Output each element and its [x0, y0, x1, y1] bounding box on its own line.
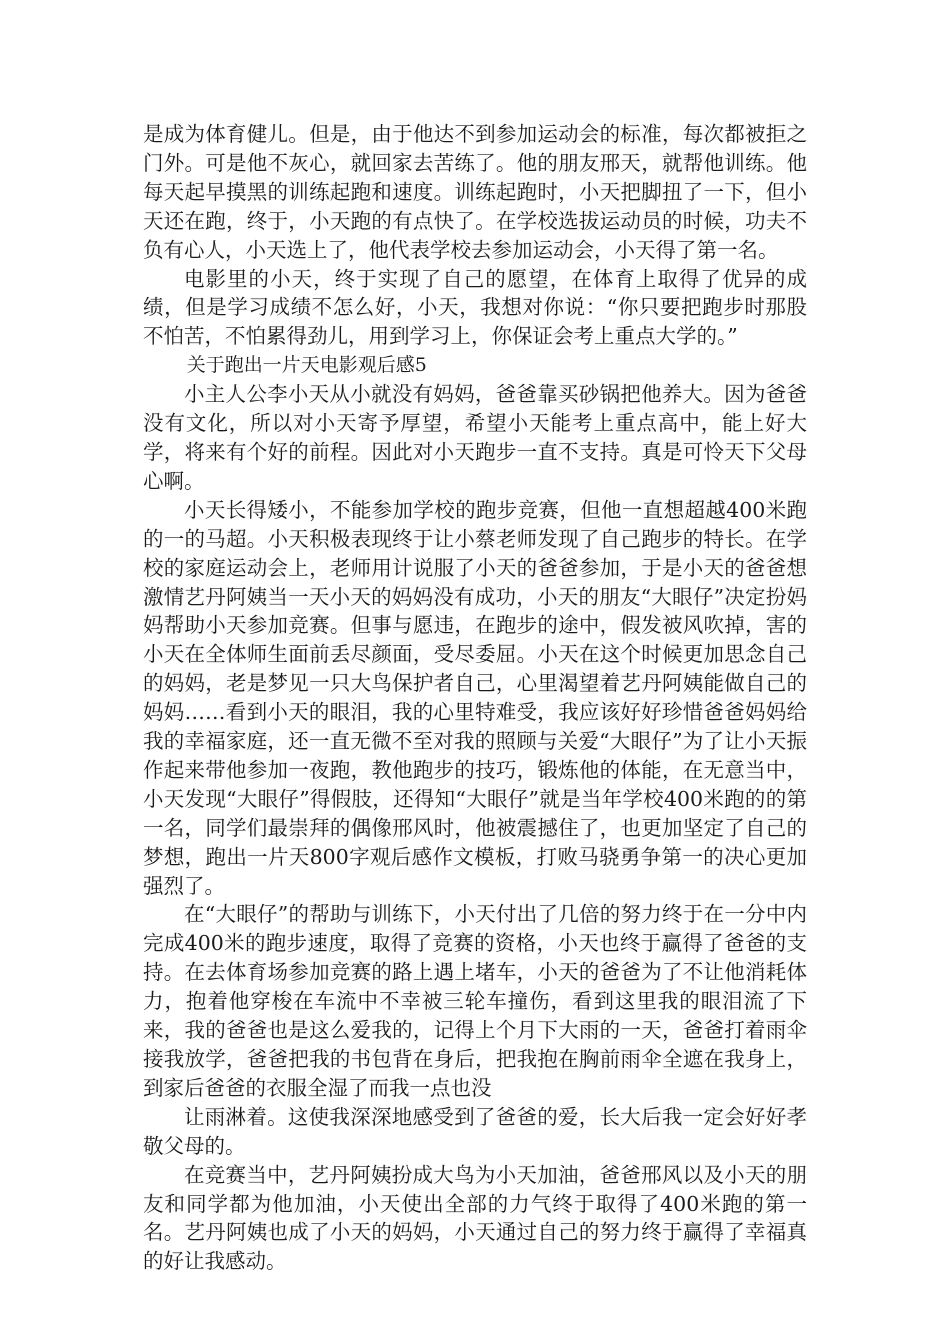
section-heading: 关于跑出一片天电影观后感5 — [186, 354, 427, 377]
paragraph-continuation: 是成为体育健儿。但是，由于他达不到参加运动会的标准，每次都被拒之门外。可是他不灰心，就回家去苦练了。他的朋友邢天，就帮他训练。他每天起早摸黑的训练起跑和速度。训练起跑时，小天把脚扭了一下，但小天还在跑，终于，小天跑的有点快了。在学校选拔运动员的时候，功夫不负有心人，小天选上了，他代表学校去参加运动会，小天得了第一名。 — [143, 122, 807, 262]
paragraph-training: 在“大眼仔”的帮助与训练下，小天付出了几倍的努力终于在一分中内完成400米的跑步速度，取得了竞赛的资格，小天也终于赢得了爸爸的支持。在去体育场参加竞赛的路上遇上堵车，小天的爸爸为了不让他消耗体力，抱着他穿梭在车流中不幸被三轮车撞伤，看到这里我的眼泪流了下来，我的爸爸也是这么爱我的，记得上个月下大雨的一天，爸爸打着雨伞接我放学，爸爸把我的书包背在身后，把我抱在胸前雨伞全遮在我身上，到家后爸爸的衣服全湿了而我一点也没 — [143, 902, 807, 1100]
paragraph-movie-reflection: 电影里的小天，终于实现了自己的愿望，在体育上取得了优异的成绩，但是学习成绩不怎么好，小天，我想对你说：“你只要把跑步时那股不怕苦，不怕累得劲儿，用到学习上，你保证会考上重点大学的。” — [143, 266, 807, 349]
document-page — [143, 120, 807, 1276]
paragraph-intro: 小主人公李小天从小就没有妈妈，爸爸靠买砂锅把他养大。因为爸爸没有文化，所以对小天寄予厚望，希望小天能考上重点高中，能上好大学，将来有个好的前程。因此对小天跑步一直不支持。真是可怜天下父母心啊。 — [143, 382, 807, 493]
paragraph-story: 小天长得矮小，不能参加学校的跑步竞赛，但他一直想超越400米跑的一的马超。小天积极表现终于让小蔡老师发现了自己跑步的特长。在学校的家庭运动会上，老师用计说服了小天的爸爸参加，于是小天的爸爸想激情艺丹阿姨当一天小天的妈妈没有成功，小天的朋友“大眼仔”决定扮妈妈帮助小天参加竞赛。但事与愿违，在跑步的途中，假发被风吹掉，害的小天在全体师生面前丢尽颜面，受尽委屈。小天在这个时候更加思念自己的妈妈，老是梦见一只大鸟保护者自己，心里渴望着艺丹阿姨能做自己的妈妈……看到小天的眼泪，我的心里特难受，我应该好好珍惜爸爸妈妈给我的幸福家庭，还一直无微不至对我的照顾与关爱“大眼仔”为了让小天振作起来带他参加一夜跑，教他跑步的技巧，锻炼他的体能，在无意当中，小天发现“大眼仔”得假肢，还得知“大眼仔”就是当年学校400米跑的的第一名，同学们最崇拜的偶像邢风时，他被震撼住了，也更加坚定了自己的梦想，跑出一片天800字观后感作文模板，打败马骁勇争第一的决心更加强烈了。 — [143, 497, 807, 898]
paragraph-ending: 在竞赛当中，艺丹阿姨扮成大鸟为小天加油，爸爸邢风以及小天的朋友和同学都为他加油，小天使出全部的力气终于取得了400米跑的第一名。艺丹阿姨也成了小天的妈妈，小天通过自己的努力终于赢得了幸福真的好让我感动。 — [143, 1162, 807, 1274]
paragraph-rain: 让雨淋着。这使我深深地感受到了爸爸的爱，长大后我一定会好好孝敬父母的。 — [143, 1104, 807, 1158]
